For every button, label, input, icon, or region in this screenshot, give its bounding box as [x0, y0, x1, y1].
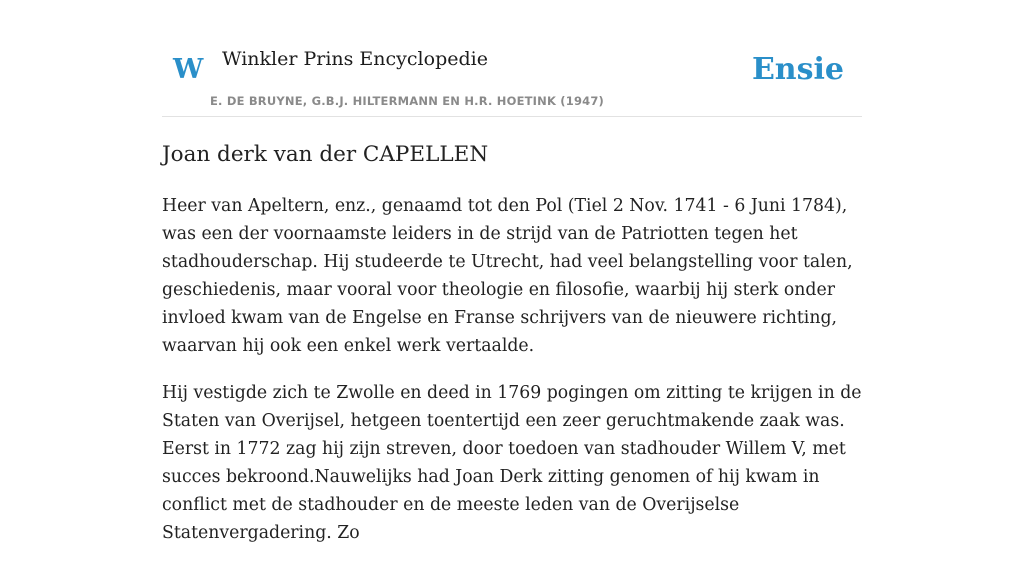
source-header — [162, 0, 862, 117]
article-title: Joan derk van der CAPELLEN — [162, 142, 489, 167]
source-authors: E. DE BRUYNE, G.B.J. HILTERMANN EN H.R. HOETINK (1947) — [210, 94, 605, 108]
source-logo[interactable]: W — [173, 54, 204, 85]
article-paragraph: Hij vestigde zich te Zwolle en deed in 1769 pogingen om zitting te krijgen in de Staten van Overijsel, hetgeen toentertijd een zeer geruchtmakende zaak was. Eerst in 1772 zag hij zijn streven, door toedoen van stadhouder Willem V, met succes bekroond.Nauwelijks had Joan Derk zitting genomen of hij kwam in conflict met de stadhouder en de meeste leden van de Overijselse Statenvergadering. Zo — [162, 383, 862, 543]
source-title[interactable]: Winkler Prins Encyclopedie — [222, 48, 488, 70]
article-paragraph: Heer van Apeltern, enz., genaamd tot den Pol (Tiel 2 Nov. 1741 - 6 Juni 1784), was een der voornaamste leiders in de strijd van de Patriotten tegen het stadhouderschap. Hij studeerde te Utrecht, had veel belangstelling voor talen, geschiedenis, maar vooral voor theologie en filosofie, waarbij hij sterk onder invloed kwam van de Engelse en Franse schrijvers van de nieuwere richting, waarvan hij ook een enkel werk vertaalde. — [162, 196, 853, 356]
article-body — [162, 192, 862, 566]
brand-logo[interactable]: Ensie — [751, 52, 844, 87]
